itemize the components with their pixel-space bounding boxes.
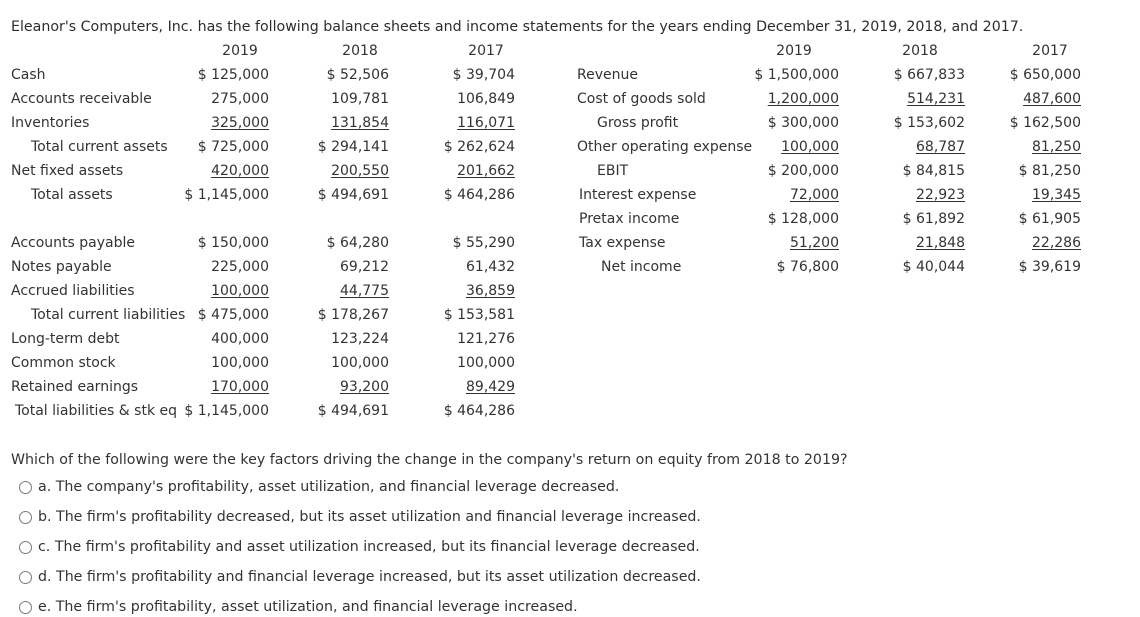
is-cell-2018: $ 153,602 [893,115,965,131]
bs-cell-2017: 36,859 [466,283,515,299]
bs-row-label: Accounts receivable [11,91,152,107]
bs-cell-2019: 400,000 [211,331,269,347]
is-cell-2018: $ 40,044 [902,259,965,275]
is-row-label: Interest expense [579,187,697,203]
radio-e[interactable] [19,601,32,614]
is-cell-2017: $ 39,619 [1018,259,1081,275]
is-year-2018: 2018 [902,43,938,59]
is-cell-2017: 487,600 [1023,91,1081,107]
bs-cell-2018: 200,550 [331,163,389,179]
bs-row-label: Cash [11,67,46,83]
bs-cell-2018: $ 294,141 [317,139,389,155]
is-cell-2019: 72,000 [790,187,839,203]
bs-cell-2018: 109,781 [331,91,389,107]
is-cell-2017: 81,250 [1032,139,1081,155]
bs-cell-2019: 225,000 [211,259,269,275]
is-cell-2017: $ 162,500 [1009,115,1081,131]
is-row-label: Revenue [577,67,638,83]
bs-row-label: Notes payable [11,259,112,275]
bs-cell-2017: 106,849 [457,91,515,107]
is-cell-2018: $ 667,833 [893,67,965,83]
choice-c[interactable] [19,537,700,557]
is-cell-2019: $ 128,000 [767,211,839,227]
bs-cell-2017: $ 153,581 [443,307,515,323]
is-cell-2018: 68,787 [916,139,965,155]
bs-cell-2017: 201,662 [457,163,515,179]
choice-d-label: d. The firm's profitability and financial leverage increased, but its asset utilization decreased. [38,569,701,585]
bs-row-label: Total current assets [31,139,168,155]
bs-cell-2017: 121,276 [457,331,515,347]
bs-row-label: Total assets [31,187,113,203]
question-title: Eleanor's Computers, Inc. has the following balance sheets and income statements for the years ending December 31, 2019, 2018, and 2017. [11,19,1024,35]
bs-cell-2019: 325,000 [211,115,269,131]
bs-cell-2019: 100,000 [211,355,269,371]
is-cell-2017: 22,286 [1032,235,1081,251]
is-cell-2019: 1,200,000 [767,91,839,107]
is-row-label: EBIT [597,163,629,179]
bs-cell-2017: $ 464,286 [443,403,515,419]
radio-d[interactable] [19,571,32,584]
is-row-label: Net income [601,259,682,275]
bs-cell-2018: 100,000 [331,355,389,371]
choice-a-label: a. The company's profitability, asset utilization, and financial leverage decreased. [38,479,620,495]
bs-cell-2018: 131,854 [331,115,389,131]
choice-e[interactable] [19,597,578,617]
bs-cell-2019: $ 1,145,000 [184,403,269,419]
bs-row-label: Inventories [11,115,90,131]
bs-cell-2018: $ 494,691 [317,187,389,203]
bs-cell-2017: $ 39,704 [452,67,515,83]
bs-year-2019: 2019 [222,43,258,59]
bs-row-label: Net fixed assets [11,163,124,179]
radio-a[interactable] [19,481,32,494]
is-cell-2017: $ 650,000 [1009,67,1081,83]
bs-row-label: Retained earnings [11,379,139,395]
bs-cell-2017: 89,429 [466,379,515,395]
is-year-2017: 2017 [1032,43,1068,59]
is-cell-2017: $ 81,250 [1018,163,1081,179]
is-cell-2019: $ 200,000 [767,163,839,179]
is-row-label: Tax expense [579,235,666,251]
bs-cell-2019: $ 475,000 [197,307,269,323]
choice-b-label: b. The firm's profitability decreased, but its asset utilization and financial leverage increased. [38,509,701,525]
bs-cell-2019: $ 1,145,000 [184,187,269,203]
bs-cell-2019: 275,000 [211,91,269,107]
is-cell-2019: 100,000 [781,139,839,155]
bs-row-label: Total current liabilities [31,307,186,323]
is-cell-2019: $ 76,800 [776,259,839,275]
bs-cell-2019: $ 150,000 [197,235,269,251]
bs-row-label: Common stock [11,355,116,371]
bs-row-label: Long-term debt [11,331,120,347]
bs-cell-2019: 100,000 [211,283,269,299]
is-row-label: Gross profit [597,115,679,131]
is-cell-2018: $ 61,892 [902,211,965,227]
bs-cell-2018: $ 494,691 [317,403,389,419]
bs-cell-2018: $ 178,267 [317,307,389,323]
choice-c-label: c. The firm's profitability and asset utilization increased, but its financial leverage decreased. [38,539,700,555]
bs-cell-2019: 170,000 [211,379,269,395]
bs-row-label: Accrued liabilities [11,283,135,299]
bs-year-2018: 2018 [342,43,378,59]
is-cell-2019: $ 1,500,000 [754,67,839,83]
radio-c[interactable] [19,541,32,554]
question-text: Which of the following were the key factors driving the change in the company's return on equity from 2018 to 2019? [11,452,848,468]
is-cell-2017: 19,345 [1032,187,1081,203]
bs-cell-2018: 123,224 [331,331,389,347]
is-cell-2019: 51,200 [790,235,839,251]
is-row-label: Other operating expense [577,139,753,155]
is-row-label: Pretax income [579,211,680,227]
is-row-label: Cost of goods sold [577,91,706,107]
bs-cell-2018: 69,212 [340,259,389,275]
is-cell-2018: $ 84,815 [902,163,965,179]
is-cell-2019: $ 300,000 [767,115,839,131]
bs-cell-2017: 61,432 [466,259,515,275]
bs-cell-2018: 44,775 [340,283,389,299]
is-cell-2018: 22,923 [916,187,965,203]
choice-d[interactable] [19,567,701,587]
bs-cell-2017: $ 55,290 [452,235,515,251]
bs-year-2017: 2017 [468,43,504,59]
bs-cell-2019: $ 725,000 [197,139,269,155]
choice-b[interactable] [19,507,701,527]
is-cell-2018: 21,848 [916,235,965,251]
is-cell-2017: $ 61,905 [1018,211,1081,227]
is-year-2019: 2019 [776,43,812,59]
bs-cell-2018: 93,200 [340,379,389,395]
bs-row-label: Total liabilities & stk eq [15,403,178,419]
bs-cell-2017: 116,071 [457,115,515,131]
bs-cell-2018: $ 64,280 [326,235,389,251]
bs-cell-2019: 420,000 [211,163,269,179]
choice-a[interactable] [19,477,619,497]
radio-b[interactable] [19,511,32,524]
is-cell-2018: 514,231 [907,91,965,107]
bs-cell-2018: $ 52,506 [326,67,389,83]
bs-cell-2017: 100,000 [457,355,515,371]
bs-cell-2017: $ 464,286 [443,187,515,203]
choice-e-label: e. The firm's profitability, asset utilization, and financial leverage increased. [38,599,578,615]
bs-cell-2017: $ 262,624 [443,139,515,155]
bs-cell-2019: $ 125,000 [197,67,269,83]
bs-row-label: Accounts payable [11,235,135,251]
